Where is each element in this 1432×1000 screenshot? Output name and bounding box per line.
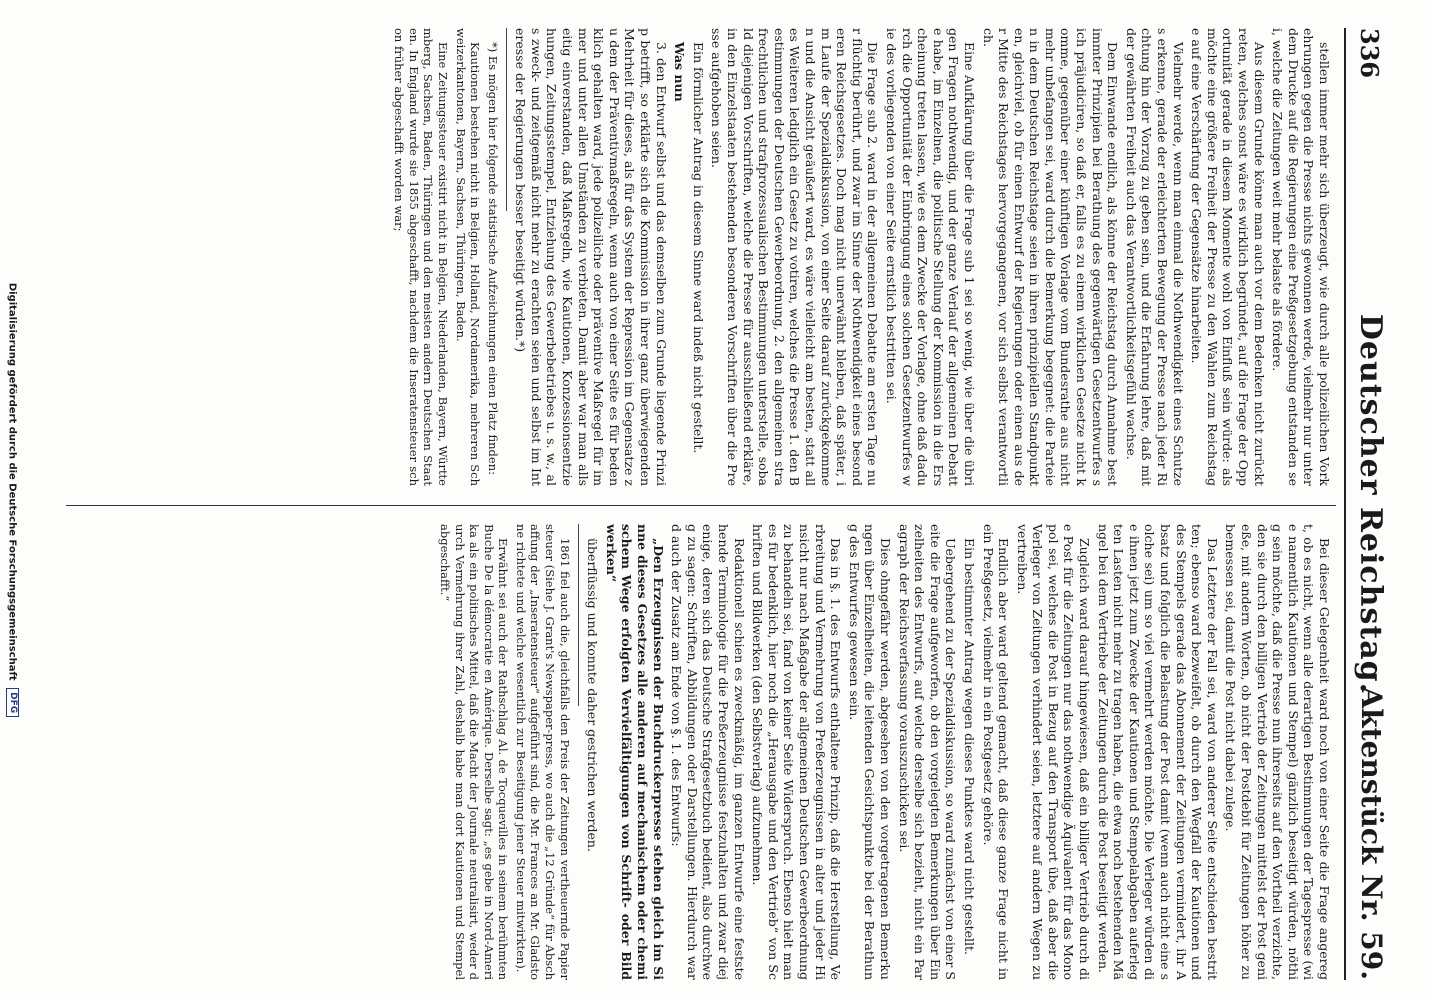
footnote-divider bbox=[506, 28, 507, 211]
paragraph: Vielmehr werde, wenn man einmal die Nothwendigkeit eines Schutzes erkenne, gerade der erleichterten Bewegung der Presse nach jeder Richtung hin der Vorzug zu geben sein, und die Erfahrung lehre, daß mit der gewährten Freiheit auch das Verantwortlichkeitsgefühl wachse. bbox=[1123, 28, 1186, 486]
right-column bbox=[62, 524, 1332, 980]
digitization-footer bbox=[6, 0, 19, 1000]
paragraph: Die Frage sub 2. ward in der allgemeinen Debatte am ersten Tage nur flüchtig berührt, und zwar im Sinne der Nothwendigkeit eines besonderen Reichsgesetzes. Doch mag nicht unerwähnt bleiben, daß später, im Laufe der Spezialdiskussion, von einer Seite darauf zurückgekommen und die Ansicht geäußert ward, es wäre vielleicht am besten, statt alles Weiteren lediglich ein Gesetz zu votiren, welches die Presse 1. den Bestimmungen der Deutschen Gewerbeordnung, 2. den allgemeinen strafrechtlichen und strafprozessualischen Bestimmungen unterstelle, sobald diejenigen Vorschriften, welche die Presse für ausschließend erkläre, in den Einzelstaaten bestehenden besonderen Vorschriften über die Presse aufgehoben seien. bbox=[709, 28, 881, 486]
issue-label: Aktenstück Nr. 59. bbox=[1355, 686, 1388, 980]
footnote: 1861 fiel auch die, gleichfalls den Preis der Zeitungen vertheuernde Papiersteuer (Siehe J. Grant's Newspaper-press, wo auch die „12 Gründe“ für Abschaffung der „Inseratensteuer“ aufgeführt sind, die Mr. Frances an Mr. Gladstone richtete und welche wesentlich zur Beseitigung jener Steuer mitwirkten). bbox=[513, 524, 572, 980]
quoted-clause: „Den Erzeugnissen der Buchdruckerpresse stehen gleich im Sinne dieses Gesetzes alle anderen auf mechanischem oder chemischem Wege erfolgten Vervielfältigungen von Schrift- oder Bildwerken“ bbox=[603, 524, 666, 980]
left-column bbox=[62, 28, 1332, 486]
column-divider bbox=[66, 505, 1336, 506]
dfg-logo-icon: DFG bbox=[6, 688, 19, 717]
paragraph: stellen immer mehr sich überzeugt, wie durch alle polizeilichen Vorkehrungen gegen die Presse nichts gewonnen werde, vielmehr nur unter dem Drucke auf die Regierungen eine Preßgesetzgebung entstanden sei, welche die Zeitungen weit mehr belaste als fördere. bbox=[1270, 28, 1332, 486]
paragraph: Das in §. 1. des Entwurfs enthaltene Prinzip, daß die Herstellung, Verbreitung und Vermehrung von Preßerzeugnissen in alter und jeder Hinsicht nur nach Maßgabe der allgemeinen Deutschen Gewerbeordnung zu behandeln sei, fand von keiner Seite Widerspruch. Ebenso hielt man es für bedenklich, hier noch die „Herausgabe und den Vertrieb“ von Schriften und Bildwerken (den Selbstverlag) aufzunehmen. bbox=[750, 524, 844, 980]
page-number: 336 bbox=[1355, 28, 1384, 79]
paragraph: Dies ohngefähr werden, abgesehen von den vorgetragenen Bemerkungen über Einzelheiten, die leitenden Gesichtspunkte bei der Berathung des Entwurfes gewesen sein. bbox=[846, 524, 893, 980]
digitization-note: Digitalisierung gefördert durch die Deutsche Forschungsgemeinschaft bbox=[6, 282, 18, 681]
footnote: Erwähnt sei auch der Rathschlag Al. de Tocquevilles in seinem berühmten Buche De la démocratie en Amérique. Derselbe sagt: „es gebe in Nord-Amerika als ein politisches Mittel, daß die Macht der Journale neutralisirt, weder durch Vermehrung ihrer Zahl, deshalb habe man dort Kautionen und Stempel abgeschafft.“ bbox=[437, 524, 511, 980]
paragraph: 3. den Entwurf selbst und das demselben zum Grunde liegende Prinzip betrifft, so erklärte sich die Kommission in ihrer ganz überwiegenden Mehrheit für dieses, als für das System der Repression im Gegensatze zu dem der Präventivmaßregeln, wenn auch von einer Seite es für bedenklich gehalten ward, jede polizeiliche oder präventive Maßregel für immer und unter allen Umständen zu verbieten. Damit aber war man allseitig einverstanden, daß Maßregeln, wie Kautionen, Konzessionsentziehungen, Zeitungsstempel, Entziehung des Gewerbebetriebes u. s. w., als zweck- und zeitgemäß nicht mehr zu erachten seien und selbst im Interesse der Regierungen besser beseitigt würden.*) bbox=[513, 28, 669, 486]
footnote-divider bbox=[578, 524, 579, 706]
paragraph: Ein förmlicher Antrag in diesem Sinne ward indeß nicht gestellt. bbox=[690, 42, 706, 454]
paragraph: Dem Einwande endlich, als könne der Reichstag durch Annahme bestimmter Prinzipien bei Berathung des gegenwärtigen Gesetzentwurfes sich präjudiciren, so daß er, falls es zu einem wirklichen Gesetze nicht komme, gegenüber einer künftigen Vorlage vom Bundesrathe aus nicht mehr unbefangen sei, ward durch die Bemerkung begegnet: die Parteien in dem Deutschen Reichstage seien in ihren prinzipiellen Standpunkten, gleichviel, ob für einen Entwurf der Regierungen oder einen aus der Mitte des Reichstages hervorgegangenen, vor sich selbst verantwortlich. bbox=[980, 28, 1121, 486]
paragraph: Uebergehend zu der Spezialdiskussion, so ward zunächst von einer Seite die Frage aufgeworfen, ob den vorgelegten Bemerkungen über Einzelheiten des Entwurfs, auf welche derselbe sich bezieht, nicht ein Paragraph der Reichsverfassung vorauszuschicken sei. bbox=[896, 524, 959, 980]
footnote: *) Es mögen hier folgende statistische Aufzeichnungen einen Platz finden: bbox=[485, 42, 500, 475]
paragraph: überflüssig und konnte daher gestrichen werden. bbox=[585, 538, 601, 852]
paragraph: Aus diesem Grunde könne man auch vor dem Bedenken nicht zurücktreten, welches sonst wäre es wirklich begründet, auf die Frage der Opportunität gerade in diesem Momente wohl von Einfluß sein würde: als möchte eine größere Freiheit der Presse zu den Wahlen zum Reichstage auf eine Verschärfung der Gegensätze hinarbeiten. bbox=[1189, 28, 1267, 486]
paragraph: Ein bestimmter Antrag wegen dieses Punktes ward nicht gestellt. bbox=[961, 538, 977, 955]
paragraph: Eine Aufklärung über die Frage sub 1 sei so wenig, wie über die übrigen Fragen nothwendig, und der ganze Verlauf der allgemeinen Debatte habe, im Einzelnen, die politische Stellung der Kommission in die Erscheinung treten lassen, wie es dem Zwecke der Vorlage, ohne daß dadurch die Opportunität der Einbringung eines solchen Gesetzentwurfes wie des vorliegenden von einer Seite ernstlich bestritten sei. bbox=[883, 28, 977, 486]
section-lead: Was nun bbox=[672, 42, 688, 102]
paragraph: Redaktionell schien es zweckmäßig, im ganzen Entwurfe eine feststehende Terminologie für die Preßerzeugnisse festzuhalten und zwar diejenige, deren sich das Deutsche Strafgesetzbuch bedient, also durchweg zu sagen: Schriften, Abbildungen oder Darstellungen. Hierdurch ward auch der Zusatz am Ende von §. 1. des Entwurfs: bbox=[669, 524, 747, 980]
paragraph: Endlich aber ward geltend gemacht, daß diese ganze Frage nicht in ein Preßgesetz, vielmehr in ein Postgesetz gehöre. bbox=[980, 524, 1012, 980]
paragraph: Bei dieser Gelegenheit ward noch von einer Seite die Frage angeregt, ob es nicht, wenn alle derartigen Bestimmungen der Tagespresse (wie namentlich Kautionen und Stempel) gänzlich beseitigt würden, nöthig sein möchte, daß die Presse nun ihrerseits auf den Vortheil verzichte, den sie durch den billigen Vertrieb der Zeitungen mittelst der Post genieße, mit andern Worten, ob nicht der Postdebit für Zeitungen höher zu bemessen sei, damit die Post nicht dabei zulege. bbox=[1223, 524, 1332, 980]
publication-title: Deutscher Reichstag. bbox=[1353, 313, 1388, 695]
paragraph: Das Letztere der Fall sei, ward von anderer Seite entschieden bestritten; ebenso ward bezweifelt, ob durch den Wegfall der Kautionen und des Stempels gerade das Abonnement der Zeitungen vermindert, ihr Absatz und folglich die Belastung der Post damit (wenn auch nicht eine solche sei) um so viel vermehrt werden möchte. Die Verleger würden die ihnen jetzt zum Zwecke der Kautionen und Stempelabgaben auferlegten Lasten nicht mehr zu tragen haben, die etwa noch bestehenden Mängel bei dem Vertriebe der Zeitungen durch die Post beseitigt werden. bbox=[1095, 524, 1220, 980]
footnote: Kautionen bestehen nicht in Belgien, Holland, Nordamerika, mehreren Schweizerkantonen, Bayern, Sachsen, Thüringen, Baden. bbox=[453, 28, 483, 486]
page-header bbox=[1344, 28, 1392, 980]
footnote: Eine Zeitungssteuer existirt nicht in Belgien, Niederlanden, Bayern, Württemberg, Sachsen, Baden, Thüringen und den meisten andern Deutschen Staaten. In England wurde sie 1855 abgeschafft, nachdem die Inseratensteuer schon früher abgeschafft worden war; bbox=[392, 28, 450, 486]
paragraph: Zugleich ward darauf hingewiesen, daß ein billiger Vertrieb durch die Post für die Zeitungen nur das nothwendige Äquivalent für das Monopol sei, welches die Post in Bezug auf den Transport übe, daß aber die Verleger von Zeitungen verhindert seien, letztere auf andern Wegen zu vertreiben. bbox=[1014, 524, 1093, 980]
